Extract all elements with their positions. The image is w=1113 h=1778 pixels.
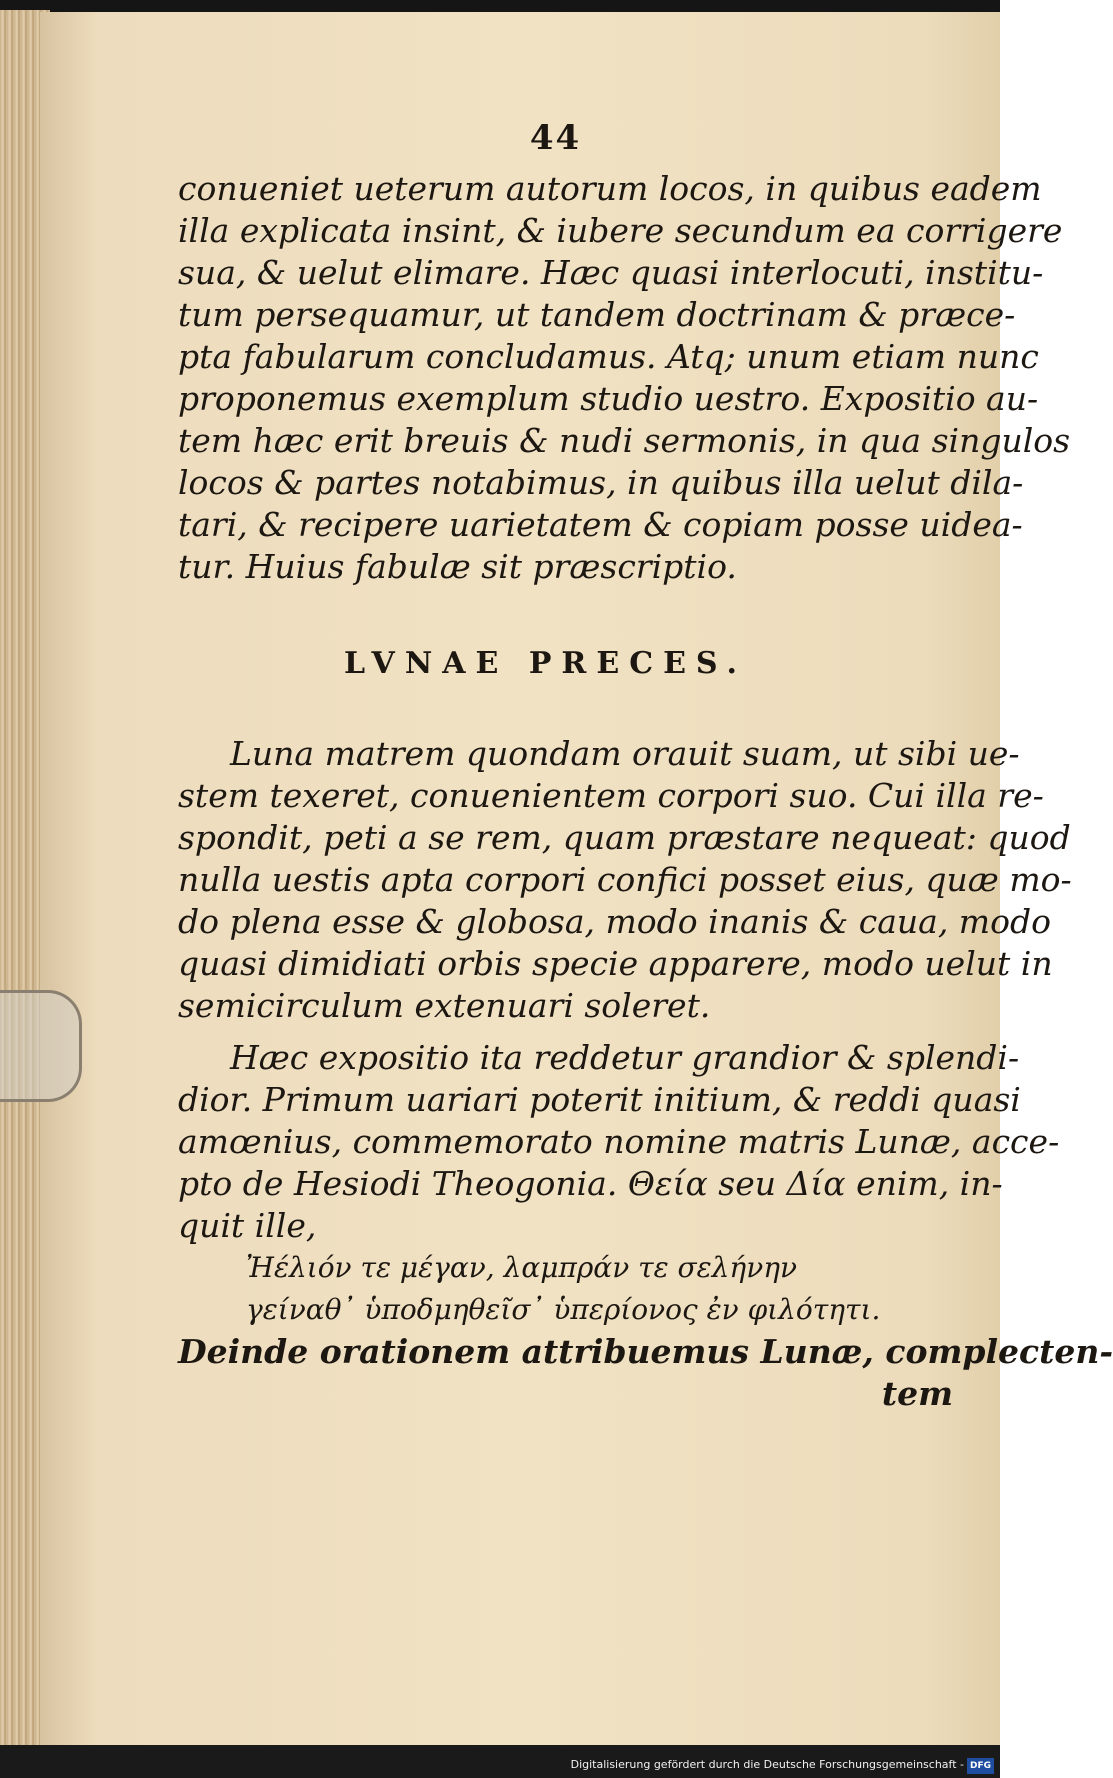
verse-line: γείναθ᾽ ὑποδμηθεῖσ᾽ ὑπερίονος ἐν φιλότητι. — [246, 1293, 881, 1326]
paragraph-expositio — [178, 1037, 1060, 1247]
text-line: conueniet ueterum autorum locos, in quibus eadem — [178, 169, 1042, 208]
text-line: dior. Primum uariari poterit initium, & reddi quasi — [178, 1080, 1021, 1119]
text-line: nulla uestis apta corpori confici posset eius, quæ mo- — [178, 860, 1072, 899]
paragraph-intro — [178, 168, 1071, 588]
page-text — [178, 118, 1113, 1415]
text-line: semicirculum extenuari soleret. — [178, 986, 711, 1025]
text-line: Hæc expositio ita reddetur grandior & splendi- — [230, 1038, 1020, 1077]
text-line: stem texeret, conuenientem corpori suo. Cui illa re- — [178, 776, 1044, 815]
text-line: amœnius, commemorato nomine matris Lunæ, acce- — [178, 1122, 1060, 1161]
verse-line: Ἠέλιόν τε μέγαν, λαμπράν τε σελήνην — [246, 1251, 798, 1284]
digitization-credit — [571, 1758, 994, 1774]
text-line: tari, & recipere uarietatem & copiam posse uidea- — [178, 505, 1023, 544]
text-line: locos & partes notabimus, in quibus illa uelut dila- — [178, 463, 1024, 502]
text-line: Luna matrem quondam orauit suam, ut sibi ue- — [230, 734, 1020, 773]
text-line: Deinde orationem attribuemus Lunæ, complecten- — [178, 1332, 1113, 1371]
page-number: 44 — [529, 118, 582, 158]
paragraph-oratio — [178, 1331, 1113, 1415]
section-heading: LVNAE PRECES. — [344, 646, 747, 681]
paragraph-fable — [178, 733, 1072, 1027]
text-line: illa explicata insint, & iubere secundum ea corrigere — [178, 211, 1063, 250]
text-line: tem hæc erit breuis & nudi sermonis, in qua singulos — [178, 421, 1071, 460]
text-line: quit ille, — [178, 1206, 317, 1245]
text-line: pto de Hesiodi Theogonia. Θεία seu Δία enim, in- — [178, 1164, 1003, 1203]
credit-text: Digitalisierung gefördert durch die Deutsche Forschungsgemeinschaft - — [570, 1758, 964, 1771]
text-line: quasi dimidiati orbis specie apparere, modo uelut in — [178, 944, 1053, 983]
greek-verse — [178, 1247, 953, 1331]
text-line: proponemus exemplum studio uestro. Expositio au- — [178, 379, 1039, 418]
catchword: tem — [881, 1374, 953, 1413]
text-line: do plena esse & globosa, modo inanis & caua, modo — [178, 902, 1051, 941]
dfg-logo: DFG — [967, 1758, 994, 1774]
text-line: sua, & uelut elimare. Hæc quasi interlocuti, institu- — [178, 253, 1044, 292]
text-line: tum persequamur, ut tandem doctrinam & præce- — [178, 295, 1016, 334]
text-line: spondit, peti a se rem, quam præstare nequeat: quod — [178, 818, 1071, 857]
text-line: tur. Huius fabulæ sit præscriptio. — [178, 547, 737, 586]
text-line: pta fabularum concludamus. Atq; unum etiam nunc — [178, 337, 1039, 376]
page-clip — [0, 990, 82, 1102]
